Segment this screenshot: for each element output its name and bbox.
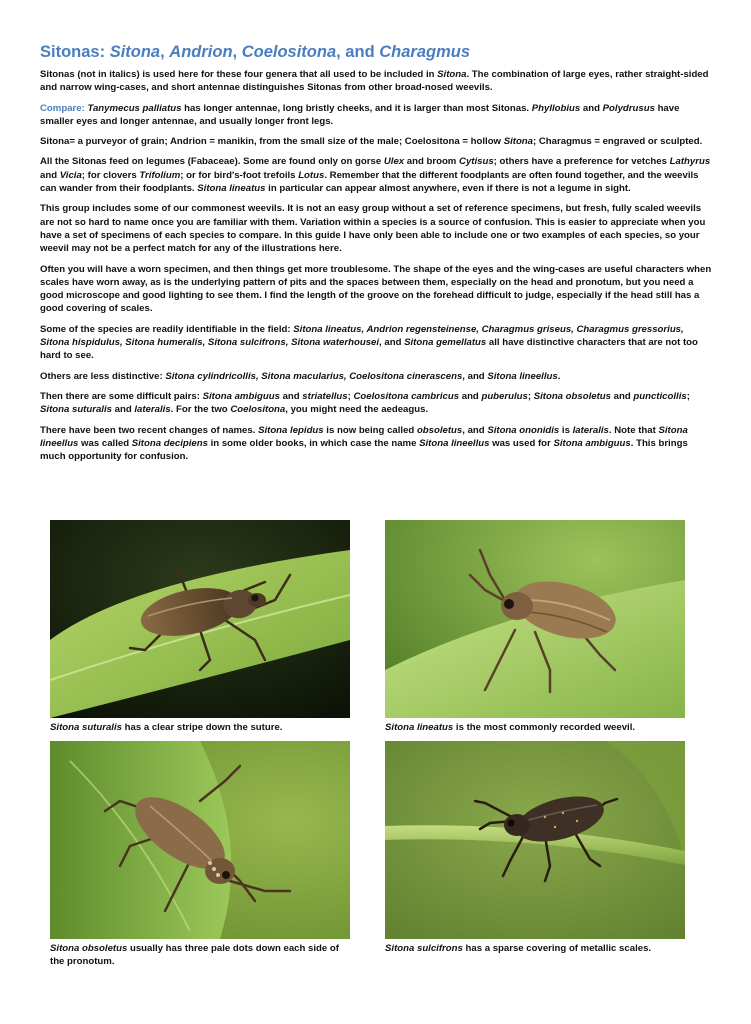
weevil-photo-1 <box>50 520 350 718</box>
title-sep-3: , and <box>336 43 380 61</box>
photo-obsoletus <box>50 741 350 939</box>
photo-lineatus <box>385 520 685 718</box>
caption-suturalis: Sitona suturalis has a clear stripe down the suture. <box>50 722 283 733</box>
worn-specimen-paragraph: Often you will have a worn specimen, and then things get more troublesome. The shape of the eyes and the wing-cases are useful characters when scales have worn away, as is the underlying pattern of pits and the spaces between them, especially on the head and pronotum, but you need a good microscope and good lighting to see them. I find the length of the groove on the forehead difficult to judge, especially if the head still has a good covering of scales. <box>40 263 712 315</box>
figure-lineatus <box>385 520 685 734</box>
title-sep-2: , <box>232 43 242 61</box>
group-paragraph: This group includes some of our commonest weevils. It is not an easy group without a set of reference specimens, but fresh, fully scaled weevils are not so hard to name once you are familiar with them. Variation within a species is a source of confusion. This is easier to appreciate when you have a set of specimens of each species to compare. In this guide I have only been able to include one or two examples of each species, so your weevil may not be a perfect match for any of the illustrations here. <box>40 203 706 255</box>
etymology-paragraph: Sitona= a purveyor of grain; Andrion = manikin, from the small size of the male; Coelositona = hollow Sitona; Charagmus = engraved or sculpted. <box>40 136 703 148</box>
figure-suturalis <box>50 520 350 734</box>
title-prefix: Sitonas: <box>40 43 110 61</box>
title-genus-3: Coelositona <box>241 43 337 61</box>
document-page <box>40 42 712 470</box>
title-genus-1: Sitona <box>109 43 161 61</box>
caption-sulcifrons: Sitona sulcifrons has a sparse covering of metallic scales. <box>385 943 652 954</box>
name-changes-paragraph: There have been two recent changes of names. Sitona lepidus is now being called obsoletus, and Sitona ononidis is lateralis. Note that Sitona lineellus was called Sitona decipiens in some older books, in which case the name Sitona lineellus was used for Sitona ambiguus. This brings much opportunity for confusion. <box>40 424 688 463</box>
photo-suturalis <box>50 520 350 718</box>
intro-paragraph: Sitonas (not in italics) is used here for these four genera that all used to be included in Sitona. The combination of large eyes, rather straight-sided and narrow wing-cases, and short antennae distinguishes Sitonas from other broad-nosed weevils. <box>40 69 709 94</box>
difficult-pairs-paragraph: Then there are some difficult pairs: Sitona ambiguus and striatellus; Coelositona cambricus and puberulus; Sitona obsoletus and puncticollis; Sitona suturalis and lateralis. For the two Coelositona, you might need the aedeagus. <box>40 390 690 416</box>
foodplants-paragraph: All the Sitonas feed on legumes (Fabaceae). Some are found only on gorse Ulex and broom Cytisus; others have a preference for vetches Lathyrus and Vicia; for clovers Trifolium; or for bird's-foot trefoils Lotus. Remember that the different foodplants are often found together, and the weevils can wander from their foodplants. Sitona lineatus in particular can appear almost anywhere, even if there is not a legume in sight. <box>40 156 711 195</box>
figure-obsoletus <box>50 741 350 968</box>
title-genus-4: Charagmus <box>379 43 471 61</box>
weevil-photo-3 <box>50 741 350 939</box>
weevil-photo-2 <box>385 520 685 718</box>
caption-obsoletus: Sitona obsoletus usually has three pale dots down each side of the pronotum. <box>50 943 339 967</box>
title-sep-1: , <box>160 43 170 61</box>
photo-grid <box>50 520 690 980</box>
weevil-photo-4 <box>385 741 685 939</box>
title-genus-2: Andrion <box>169 43 233 61</box>
compare-paragraph: Compare: Tanymecus palliatus has longer antennae, long bristly cheeks, and it is larger than most Sitonas. Phyllobius and Polydrusus have smaller eyes and longer antennae, and usually longer front legs. <box>40 102 680 127</box>
caption-lineatus: Sitona lineatus is the most commonly recorded weevil. <box>385 722 636 733</box>
figure-sulcifrons <box>385 741 685 955</box>
field-id-paragraph: Some of the species are readily identifiable in the field: Sitona lineatus, Andrion regensteinense, Charagmus griseus, Charagmus gressorius, Sitona hispidulus, Sitona humeralis, Sitona sulcifrons, Sitona waterhousei, and Sitona gemellatus all have distinctive characters that are not too hard to see. <box>40 323 698 362</box>
compare-label: Compare: <box>40 102 88 114</box>
less-distinctive-paragraph: Others are less distinctive: Sitona cylindricollis, Sitona macularius, Coelositona cinerascens, and Sitona lineellus. <box>40 370 561 382</box>
page-title <box>40 42 712 62</box>
photo-sulcifrons <box>385 741 685 939</box>
